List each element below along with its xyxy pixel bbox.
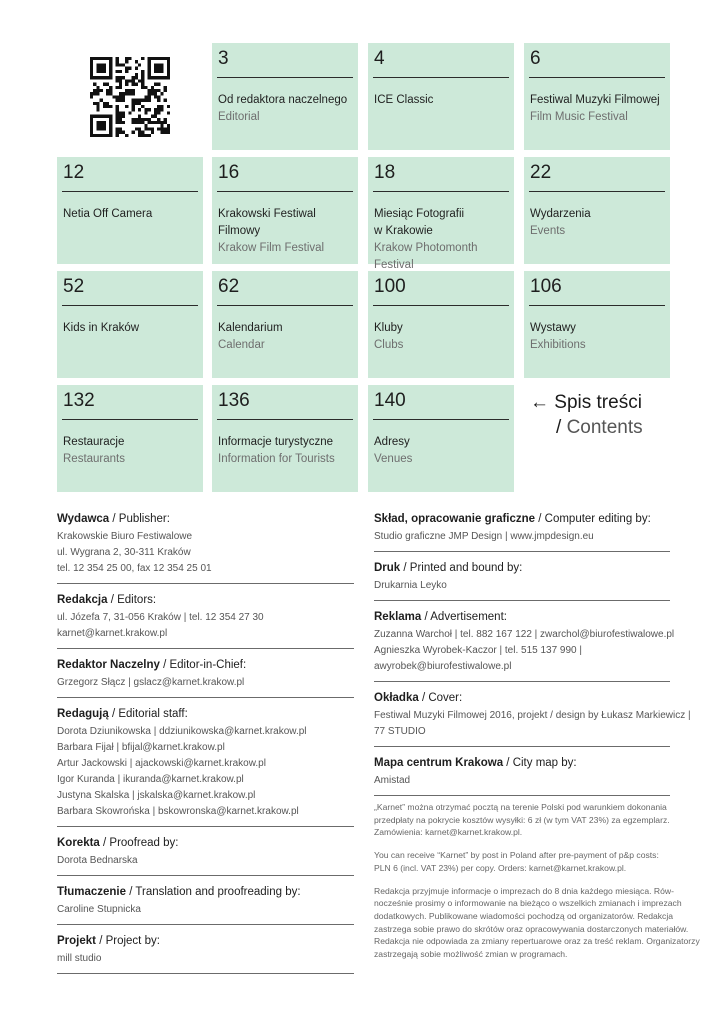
- contents-tile[interactable]: [524, 43, 670, 150]
- section-heading: Korekta / Proofread by:: [57, 837, 179, 849]
- section-body: ul. Józefa 7, 31-056 Kraków | tel. 12 354 27 30 karnet@karnet.krakow.pl: [57, 612, 264, 639]
- arrow-left-icon: ←: [530, 392, 549, 413]
- contents-heading-en: Contents: [566, 417, 643, 438]
- fine-print-paragraph: You can receive “Karnet” by post in Poland after pre-payment of p&p costs: PLN 6 (incl. VAT 23%) per copy. Orders: karnet@karnet.krakow.pl.: [374, 850, 659, 873]
- tile-divider: [217, 77, 353, 78]
- section-heading: Mapa centrum Krakowa / City map by:: [374, 757, 577, 769]
- tile-title-pl: Netia Off Camera: [63, 208, 153, 220]
- section-heading: Redaktor Naczelny / Editor-in-Chief:: [57, 659, 247, 671]
- colophon-section: [374, 610, 675, 682]
- colophon-section: [57, 707, 354, 827]
- tile-title-pl: w Krakowie: [374, 225, 433, 237]
- contents-tile[interactable]: [212, 385, 358, 492]
- contents-heading-pl: Spis treści: [554, 392, 642, 413]
- page-number: 140: [374, 390, 406, 411]
- tile-title-pl: Restauracje: [63, 436, 125, 448]
- tile-divider: [529, 77, 665, 78]
- page-number: 18: [374, 162, 396, 183]
- section-heading: Druk / Printed and bound by:: [374, 562, 523, 574]
- section-heading: Skład, opracowanie graficzne / Computer editing by:: [374, 513, 651, 525]
- section-body: Dorota Bednarska: [57, 855, 138, 866]
- colophon-right: [374, 512, 691, 805]
- page-number: 12: [63, 162, 85, 183]
- section-heading: Reklama / Advertisement:: [374, 611, 507, 623]
- fine-print: [374, 801, 700, 971]
- colophon-section: [57, 512, 354, 584]
- tile-title-en: Krakow Film Festival: [218, 242, 325, 254]
- tile-title-pl: Informacje turystyczne: [218, 436, 334, 448]
- tile-title-pl: ICE Classic: [374, 94, 434, 106]
- section-body: mill studio: [57, 953, 102, 964]
- tile-divider: [529, 191, 665, 192]
- contents-tile[interactable]: [368, 157, 514, 271]
- tile-divider: [62, 419, 198, 420]
- page-number: 4: [374, 48, 385, 69]
- tile-divider: [373, 419, 509, 420]
- section-body: Caroline Stupnicka: [57, 904, 141, 915]
- colophon-section: [57, 593, 354, 649]
- contents-tile[interactable]: [57, 271, 203, 378]
- tile-divider: [62, 305, 198, 306]
- tile-title-en: Exhibitions: [530, 339, 586, 351]
- colophon-left: [57, 512, 354, 983]
- tile-divider: [373, 305, 509, 306]
- tile-divider: [373, 191, 509, 192]
- tile-title-en: Events: [530, 225, 566, 237]
- tile-title-pl: Wystawy: [530, 322, 576, 334]
- colophon-section: [57, 885, 354, 925]
- tile-title-pl: Filmowy: [218, 225, 261, 237]
- section-body: Studio graficzne JMP Design | www.jmpdesign.eu: [374, 531, 594, 542]
- tile-title-pl: Kids in Kraków: [63, 322, 140, 334]
- tile-title-en: Restaurants: [63, 453, 126, 465]
- contents-tile[interactable]: [368, 43, 514, 150]
- section-body: Zuzanna Warchoł | tel. 882 167 122 | zwarchol@biurofestiwalowe.pl Agnieszka Wyrobek-Kaczor | tel. 515 137 990 | awyrobek@biurofestiwalowe.pl: [374, 629, 675, 672]
- tile-title-pl: Wydarzenia: [530, 208, 591, 220]
- tile-divider: [217, 305, 353, 306]
- colophon-section: [374, 691, 691, 747]
- tile-divider: [529, 305, 665, 306]
- page-number: 3: [218, 48, 229, 69]
- contents-tile[interactable]: [57, 385, 203, 492]
- section-body: Drukarnia Leyko: [374, 580, 447, 591]
- section-body: Krakowskie Biuro Festiwalowe ul. Wygrana 2, 30-311 Kraków tel. 12 354 25 00, fax 12 354 25 01: [57, 531, 212, 574]
- tile-title-pl: Od redaktora naczelnego: [218, 94, 348, 106]
- section-heading: Tłumaczenie / Translation and proofreading by:: [57, 886, 301, 898]
- contents-tile[interactable]: [212, 271, 358, 378]
- page-number: 136: [218, 390, 250, 411]
- section-heading: Projekt / Project by:: [57, 935, 160, 947]
- tile-title-pl: Kalendarium: [218, 322, 283, 334]
- page-number: 106: [530, 276, 562, 297]
- tile-title-en: Information for Tourists: [218, 453, 335, 465]
- colophon-section: [57, 934, 354, 974]
- contents-tile[interactable]: [212, 43, 358, 150]
- contents-tile[interactable]: [368, 271, 514, 378]
- page-number: 100: [374, 276, 406, 297]
- section-body: Grzegorz Słącz | gslacz@karnet.krakow.pl: [57, 677, 245, 688]
- section-heading: Redagują / Editorial staff:: [57, 708, 188, 720]
- colophon-section: [374, 512, 670, 552]
- tile-divider: [217, 191, 353, 192]
- fine-print-paragraph: Redakcja przyjmuje informacje o imprezach do 8 dnia każdego miesiąca. Rów- nocześnie prosimy o informowanie na bieżąco o wszelkich zmianach i imprezach dodatkowych. Publikowane wiadomości pochodzą od organizatorów. Redakcja zastrzega sobie prawo do skrótów oraz opracowywania dostarczonych materiałów. Redakcja nie odpowiada za zmiany repertuarowe oraz za treść reklam. Organizatorzy zastrzegają sobie możliwość zmian w programach.: [374, 885, 700, 960]
- section-heading: Wydawca / Publisher:: [57, 513, 170, 525]
- tile-divider: [62, 191, 198, 192]
- section-heading: Redakcja / Editors:: [57, 594, 157, 606]
- tile-title-pl: Festiwal Muzyki Filmowej: [530, 94, 660, 106]
- contents-heading: [530, 390, 643, 440]
- tile-title-en: Calendar: [218, 339, 265, 351]
- page-number: 62: [218, 276, 240, 297]
- contents-tile[interactable]: [524, 157, 670, 264]
- fine-print-paragraph: „Karnet” można otrzymać pocztą na terenie Polski pod warunkiem dokonania przedpłaty na pokrycie kosztów wysyłki: 6 zł (w tym VAT 23%) za egzemplarz. Zamówienia: karnet@karnet.krakow.pl.: [374, 802, 670, 838]
- tile-title-pl: Krakowski Festiwal: [218, 208, 316, 220]
- tile-title-en: Editorial: [218, 111, 260, 123]
- tile-title-pl: Kluby: [374, 322, 403, 334]
- tile-title-en: Krakow Photomonth Festival: [374, 242, 478, 271]
- tile-title-pl: Miesiąc Fotografii: [374, 208, 465, 220]
- page-number: 132: [63, 390, 95, 411]
- contents-tile[interactable]: [57, 157, 203, 264]
- contents-tile[interactable]: [212, 157, 358, 264]
- tile-title-en: Film Music Festival: [530, 111, 628, 123]
- section-body: Amistad: [374, 775, 411, 786]
- colophon-section: [374, 756, 670, 796]
- page-number: 52: [63, 276, 85, 297]
- qr-code-icon: [90, 57, 170, 137]
- tile-title-en: Clubs: [374, 339, 404, 351]
- tile-divider: [217, 419, 353, 420]
- section-body: Festiwal Muzyki Filmowej 2016, projekt / design by Łukasz Markiewicz | 77 STUDIO: [374, 710, 691, 737]
- contents-tile[interactable]: [368, 385, 514, 492]
- section-body: Dorota Dziunikowska | ddziunikowska@karnet.krakow.pl Barbara Fijał | bfijal@karnet.krakow.pl Artur Jackowski | ajackowski@karnet.krakow.pl Igor Kuranda | ikuranda@karnet.krakow.pl Justyna Skalska | jskalska@karnet.krakow.pl Barbara Skowrońska | bskowronska@karnet.krakow.pl: [57, 726, 307, 817]
- contents-heading-slash: /: [556, 417, 562, 438]
- page-number: 22: [530, 162, 552, 183]
- page-number: 16: [218, 162, 240, 183]
- tile-title-en: Venues: [374, 453, 413, 465]
- tile-divider: [373, 77, 509, 78]
- page-number: 6: [530, 48, 541, 69]
- section-heading: Okładka / Cover:: [374, 692, 463, 704]
- contents-tile[interactable]: [524, 271, 670, 378]
- colophon-section: [374, 561, 670, 601]
- tile-title-pl: Adresy: [374, 436, 410, 448]
- colophon-section: [57, 836, 354, 876]
- colophon-section: [57, 658, 354, 698]
